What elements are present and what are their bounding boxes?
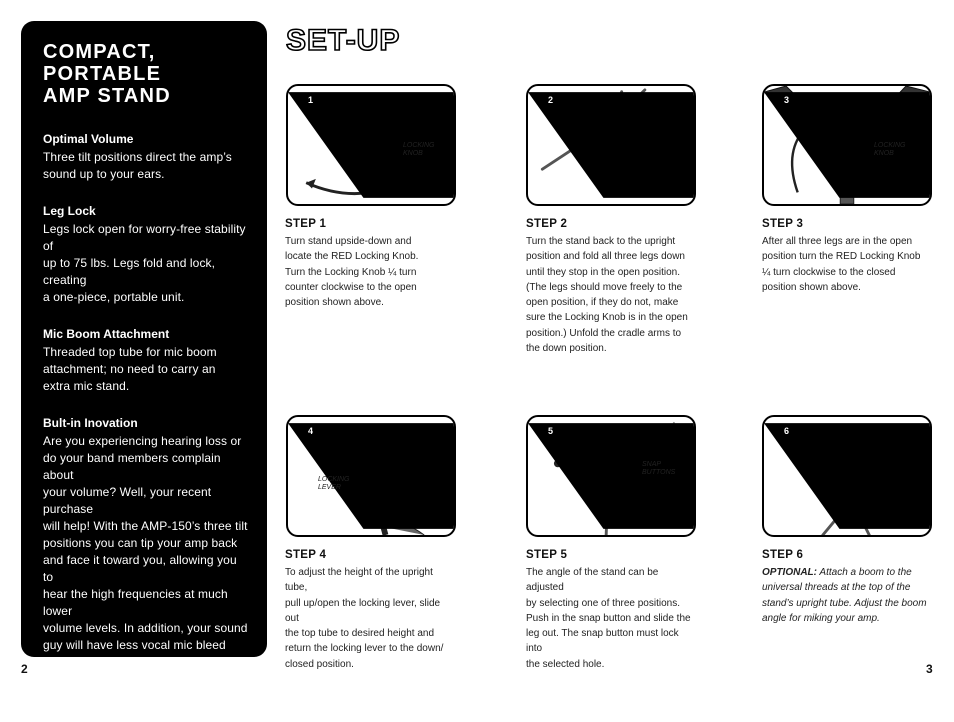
- feature-sidebar: [21, 21, 267, 720]
- step-1-illustration: [286, 84, 456, 206]
- step-number: 6: [784, 426, 790, 436]
- step-number: 2: [548, 95, 554, 105]
- step-instructions: After all three legs are in the open position turn the RED Locking Knob ¼ turn clockwise to the closed position shown above.: [762, 236, 921, 293]
- step-4-illustration: [286, 415, 456, 537]
- feature-optimal-volume: [43, 131, 249, 183]
- feature-text: Threaded top tube for mic boom attachment; no need to carry an extra mic stand.: [43, 345, 217, 393]
- page-number-left: 2: [21, 662, 28, 676]
- feature-heading: Leg Lock: [43, 204, 96, 218]
- feature-leg-lock: [43, 203, 249, 306]
- step-instructions: Turn the stand back to the upright position and fold all three legs down until they stop in the open position. (The legs should move freely to the open position, if they do not, make sure the Locking Knob is in the open position.) Unfold the cradle arms to the down position.: [526, 236, 688, 355]
- callout-locking-knob: LOCKING KNOB: [874, 142, 906, 157]
- callout-locking-knob: LOCKING KNOB: [403, 142, 435, 157]
- page-number-right: 3: [926, 662, 933, 676]
- step-heading: STEP 6: [762, 549, 804, 561]
- step-2-illustration: [526, 84, 696, 206]
- step-heading: STEP 5: [526, 549, 568, 561]
- step-3-text: [762, 217, 932, 295]
- step-2-text: [526, 217, 696, 356]
- feature-heading: Bult-in Inovation: [43, 416, 138, 430]
- callout-locking-lever: LOCKING LEVER: [318, 476, 350, 491]
- feature-text: Are you experiencing hearing loss or do your band members complain about your volume? Well, your recent purchase will help! With the AMP-150’s three tilt positions you can tip your amp back and face it toward you, allowing you to hear the high frequencies at much lower volume levels. In addition, your sound guy will have less vocal mic bleed and better control of the FOH. End result: your band will stop threatening to unplug you!: [43, 434, 248, 720]
- page-title: SET-UP: [286, 24, 401, 57]
- step-heading: STEP 4: [285, 549, 327, 561]
- step-1-text: [285, 217, 455, 310]
- sidebar-title-line1: COMPACT, PORTABLE: [43, 41, 162, 85]
- step-instructions: OPTIONAL: Attach a boom to the universal threads at the top of the stand’s upright tube. Adjust the boom angle for miking your amp.: [762, 567, 927, 624]
- step-5-illustration: [526, 415, 696, 537]
- feature-heading: Optimal Volume: [43, 132, 134, 146]
- step-instructions: To adjust the height of the upright tube, pull up/open the locking lever, slide out the top tube to desired height and return the locking lever to the down/ closed position.: [285, 567, 444, 670]
- step-6-illustration: [762, 415, 932, 537]
- step-number: 5: [548, 426, 554, 436]
- feature-built-in: [43, 415, 249, 722]
- step-number: 1: [308, 95, 314, 105]
- step-6-text: [762, 548, 932, 626]
- step-5-text: [526, 548, 696, 672]
- step-4-text: [285, 548, 455, 672]
- step-3-illustration: [762, 84, 932, 206]
- sidebar-title: [43, 41, 249, 107]
- step-heading: STEP 3: [762, 218, 804, 230]
- step-heading: STEP 2: [526, 218, 568, 230]
- step-instructions: The angle of the stand can be adjusted by selecting one of three positions. Push in the snap button and slide the leg out. The snap button must lock into the selected hole.: [526, 567, 691, 670]
- feature-mic-boom: [43, 326, 249, 395]
- callout-snap-buttons: SNAP BUTTONS: [642, 461, 676, 476]
- step-instructions: Turn stand upside-down and locate the RED Locking Knob. Turn the Locking Knob ¼ turn counter clockwise to the open position shown above.: [285, 236, 419, 309]
- feature-text: Legs lock open for worry-free stability of up to 75 lbs. Legs fold and lock, creating a one-piece, portable unit.: [43, 222, 246, 304]
- feature-text: Three tilt positions direct the amp’s sound up to your ears.: [43, 150, 232, 181]
- sidebar-title-line2: AMP STAND: [43, 85, 171, 107]
- feature-heading: Mic Boom Attachment: [43, 327, 170, 341]
- step-number: 4: [308, 426, 314, 436]
- step-heading: STEP 1: [285, 218, 327, 230]
- step-number: 3: [784, 95, 790, 105]
